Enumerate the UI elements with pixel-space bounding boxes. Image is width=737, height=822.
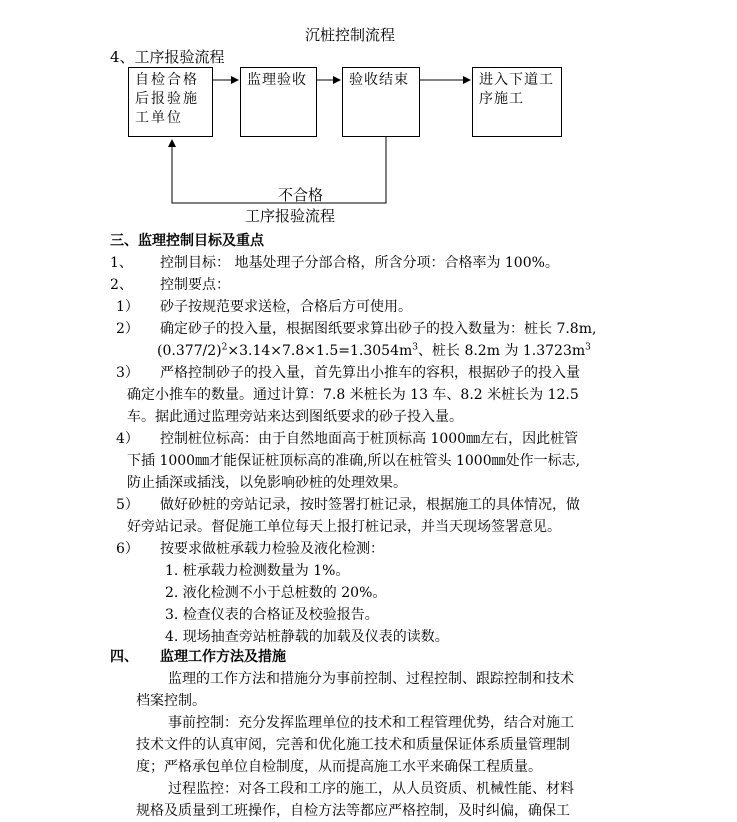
formula-part-b: ×3.14×7.8×1.5=1.3054m [227,343,413,359]
para3-line2: 规格及质量到工班操作，自检方法等都应严格控制，及时纠偏，确保工 [136,803,570,819]
point1-number: 1） [116,299,139,315]
point3-line1: 严格控制砂子的投入量，首先算出小推车的容积，根据砂子的投入量 [160,365,580,381]
flow-box-next-process: 进入下道工序施工 [472,67,562,137]
point4-number: 4） [116,431,139,447]
point3-line2: 确定小推车的数量。通过计算：7.8 米桩长为 13 车、8.2 米桩长为 12.5 [127,387,579,403]
point2-formula [157,340,591,360]
formula-part-a: (0.377/2) [157,343,222,359]
flow-caption: 工序报验流程 [245,207,336,225]
para2-line2: 技术文件的认真审阅，完善和优化施工技术和质量保证体系质量管理制 [136,737,570,753]
subitem-1: 1. 桩承载力检测数量为 1%。 [165,563,350,579]
point2-number: 2） [116,321,139,337]
formula-part-c: 、桩长 8.2m 为 1.3723m [418,343,586,359]
formula-sup-1: 2 [221,342,228,353]
flow-box-acceptance-complete: 验收结束 [342,67,420,137]
para2-line3: 度；严格承包单位自检制度，从而提高施工水平来确保工程质量。 [136,759,542,775]
point5-number: 5） [116,497,139,513]
reject-label: 不合格 [278,186,324,204]
flow-box-supervision-acceptance: 监理验收 [240,67,317,137]
para3-line1: 过程监控：对各工段和工序的施工，从人员资质、机械性能、材料 [168,781,574,797]
formula-sup-2: 3 [412,342,418,353]
para1-line1: 监理的工作方法和措施分为事前控制、过程控制、跟踪控制和技术 [168,671,574,687]
flow-section-label: 4、工序报验流程 [110,48,225,66]
point6-text: 按要求做桩承载力检验及液化检测： [160,541,384,557]
para2-line1: 事前控制：充分发挥监理单位的技术和工程管理优势，结合对施工 [168,715,574,731]
point3-line3: 车。据此通过监理旁站来达到图纸要求的砂子投入量。 [127,409,463,425]
subitem-4: 4. 现场抽查旁站桩静载的加载及仪表的读数。 [165,629,449,645]
item2-number: 2、 [110,277,133,293]
item2-text: 控制要点： [160,277,230,293]
point1-text: 砂子按规范要求送检，合格后方可使用。 [160,299,412,315]
point5-line1: 做好砂桩的旁站记录，按时签署打桩记录，根据施工的具体情况，做 [160,497,580,513]
document-title: 沉桩控制流程 [305,26,396,44]
point2-line1: 确定砂子的投入量，根据图纸要求算出砂子的投入数量为：桩长 7.8m, [160,321,597,337]
section3-heading: 三、监理控制目标及重点 [110,233,264,249]
item1-text: 控制目标： 地基处理子分部合格，所含分项：合格率为 100%。 [160,255,559,271]
subitem-2: 2. 液化检测不小于总桩数的 20%。 [165,585,387,601]
point4-line1: 控制桩位标高：由于自然地面高于桩顶标高 1000㎜左右，因此桩管 [160,431,579,447]
section4-heading-text: 监理工作方法及措施 [160,649,286,665]
formula-sup-3: 3 [585,342,591,353]
point3-number: 3） [116,365,139,381]
flow-box-self-check: 自检合格后报验施工单位 [128,67,213,137]
point5-line2: 好旁站记录。督促施工单位每天上报打桩记录，并当天现场签署意见。 [127,519,561,535]
item1-number: 1、 [110,255,133,271]
section4-heading-number: 四、 [110,649,138,665]
para1-line2: 档案控制。 [136,693,206,709]
point4-line2: 下插 1000㎜才能保证桩顶标高的准确,所以在桩管头 1000㎜处作一标志, [127,453,581,469]
point4-line3: 防止插深或插浅，以免影响砂桩的处理效果。 [127,475,407,491]
subitem-3: 3. 检查仪表的合格证及校验报告。 [165,607,379,623]
point6-number: 6） [116,541,139,557]
